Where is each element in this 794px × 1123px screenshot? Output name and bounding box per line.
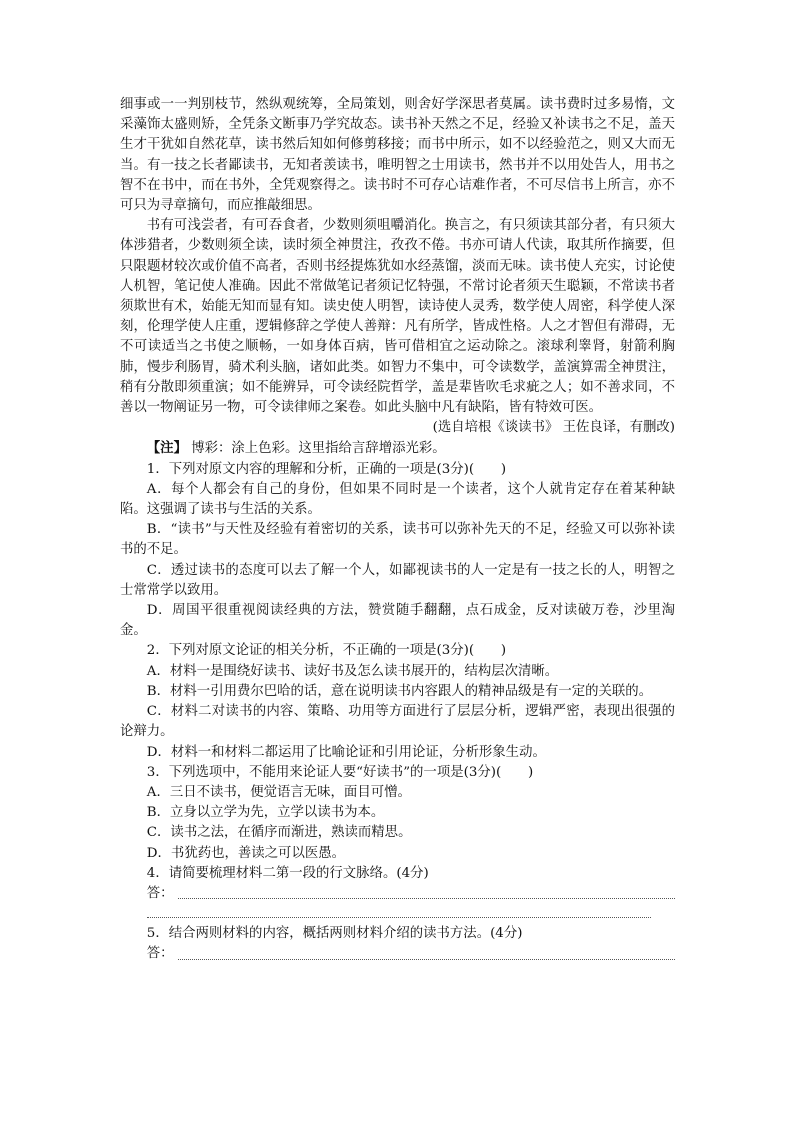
option-d: D．周国平很重视阅读经典的方法，赞赏随手翻翻，点石成金，反对读破万卷，沙里淘金。 <box>120 603 675 639</box>
question-stem: 1．下列对原文内容的理解和分析，正确的一项是(3分)( ) <box>146 461 507 477</box>
option-d: D．书犹药也，善读之可以医愚。 <box>146 845 346 861</box>
source-citation: (选自培根《谈读书》 王佐良译，有删改) <box>432 420 675 436</box>
question-4 <box>120 864 675 925</box>
option-d: D．材料一和材料二都运用了比喻论证和引用论证，分析形象生动。 <box>146 744 546 760</box>
option-b: B．材料一引用费尔巴哈的话，意在说明读书内容跟人的精神品级是有一定的关联的。 <box>146 683 653 699</box>
answer-line[interactable] <box>178 898 675 899</box>
answer-area[interactable] <box>147 884 675 904</box>
note-label: 【注】 <box>146 440 187 457</box>
option-a: A．每个人都会有自己的身份，但如果不同时是一个读者，这个人就肯定存在着某种缺陷。这强调了读书与生活的关系。 <box>120 481 675 518</box>
question-3 <box>120 763 675 864</box>
material2-paragraph-2: 书有可浅尝者，有可吞食者，少数则须咀嚼消化。换言之，有只须读其部分者，有只须大体涉猎者，少数则须全读，读时须全神贯注，孜孜不倦。书亦可请人代读，取其所作摘要，但只限题材较次或价值不高者，否则书经提炼犹如水经蒸馏，淡而无味。读书使人充实，讨论使人机智，笔记使人准确。因此不常做笔记者须记忆特强，不常讨论者须天生聪颖，不常读书者须欺世有术，始能无知而显有知。读史使人明智，读诗使人灵秀，数学使人周密，科学使人深刻，伦理学使人庄重，逻辑修辞之学使人善辩：凡有所学，皆成性格。人之才智但有滞碍，无不可读适当之书使之顺畅，一如身体百病，皆可借相宜之运动除之。滚球利睾肾，射箭利胸肺，慢步利肠胃，骑术利头脑，诸如此类。如智力不集中，可令读数学，盖演算需全神贯注，稍有分散即须重演；如不能辨异，可令读经院哲学，盖是辈皆吹毛求疵之人；如不善求同，不善以一物阐证另一物，可令读律师之案卷。如此头脑中凡有缺陷，皆有特效可医。 <box>120 218 675 416</box>
answer-label: 答： <box>146 885 174 901</box>
option-b: B．立身以立学为先，立学以读书为本。 <box>146 805 385 821</box>
answer-area[interactable] <box>147 945 675 965</box>
option-c: C．读书之法，在循序而渐进，熟读而精思。 <box>146 825 412 841</box>
option-c: C．材料二对读书的内容、策略、功用等方面进行了层层分析，逻辑严密，表现出很强的论辩力。 <box>120 704 675 740</box>
answer-line-continued[interactable] <box>147 904 675 924</box>
option-b: B．“读书”与天性及经验有着密切的关系，读书可以弥补先天的不足，经验又可以弥补读书的不足。 <box>120 522 675 558</box>
exam-page <box>120 95 675 965</box>
option-c: C．透过读书的态度可以去了解一个人，如鄙视读书的人一定是有一技之长的人，明智之士常常学以致用。 <box>120 562 675 598</box>
question-stem: 5．结合两则材料的内容，概括两则材料介绍的读书方法。(4分) <box>146 926 523 942</box>
question-stem: 3．下列选项中，不能用来论证人要“好读书”的一项是(3分)( ) <box>146 764 534 780</box>
question-stem: 4．请简要梳理材料二第一段的行文脉络。(4分) <box>146 865 429 881</box>
question-5 <box>120 924 675 964</box>
option-a: A．材料一是围绕好读书、读好书及怎么读书展开的，结构层次清晰。 <box>146 663 559 679</box>
question-stem: 2．下列对原文论证的相关分析，不正确的一项是(3分)( ) <box>146 643 507 659</box>
answer-label: 答： <box>146 946 174 962</box>
question-1 <box>120 460 675 642</box>
note-text: 博彩：涂上色彩。这里指给言辞增添光彩。 <box>186 441 446 457</box>
question-2 <box>120 641 675 762</box>
material2-paragraph-1-continued: 细事或一一判别枝节，然纵观统筹，全局策划，则舍好学深思者莫属。读书费时过多易惰，文采藻饰太盛则矫，全凭条文断事乃学究故态。读书补天然之不足，经验又补读书之不足，盖天生才干犹如自然花草，读书然后知如何修剪移接；而书中所示，如不以经验范之，则又大而无当。有一技之长者鄙读书，无知者羡读书，唯明智之士用读书，然书并不以用处告人，用书之智不在书中，而在书外，全凭观察得之。读书时不可存心诘难作者，不可尽信书上所言，亦不可只为寻章摘句，而应推敲细思。 <box>120 97 675 214</box>
option-a: A．三日不读书，便觉语言无味，面目可憎。 <box>146 784 411 800</box>
answer-line[interactable] <box>178 959 675 960</box>
annotation-note <box>120 438 675 459</box>
